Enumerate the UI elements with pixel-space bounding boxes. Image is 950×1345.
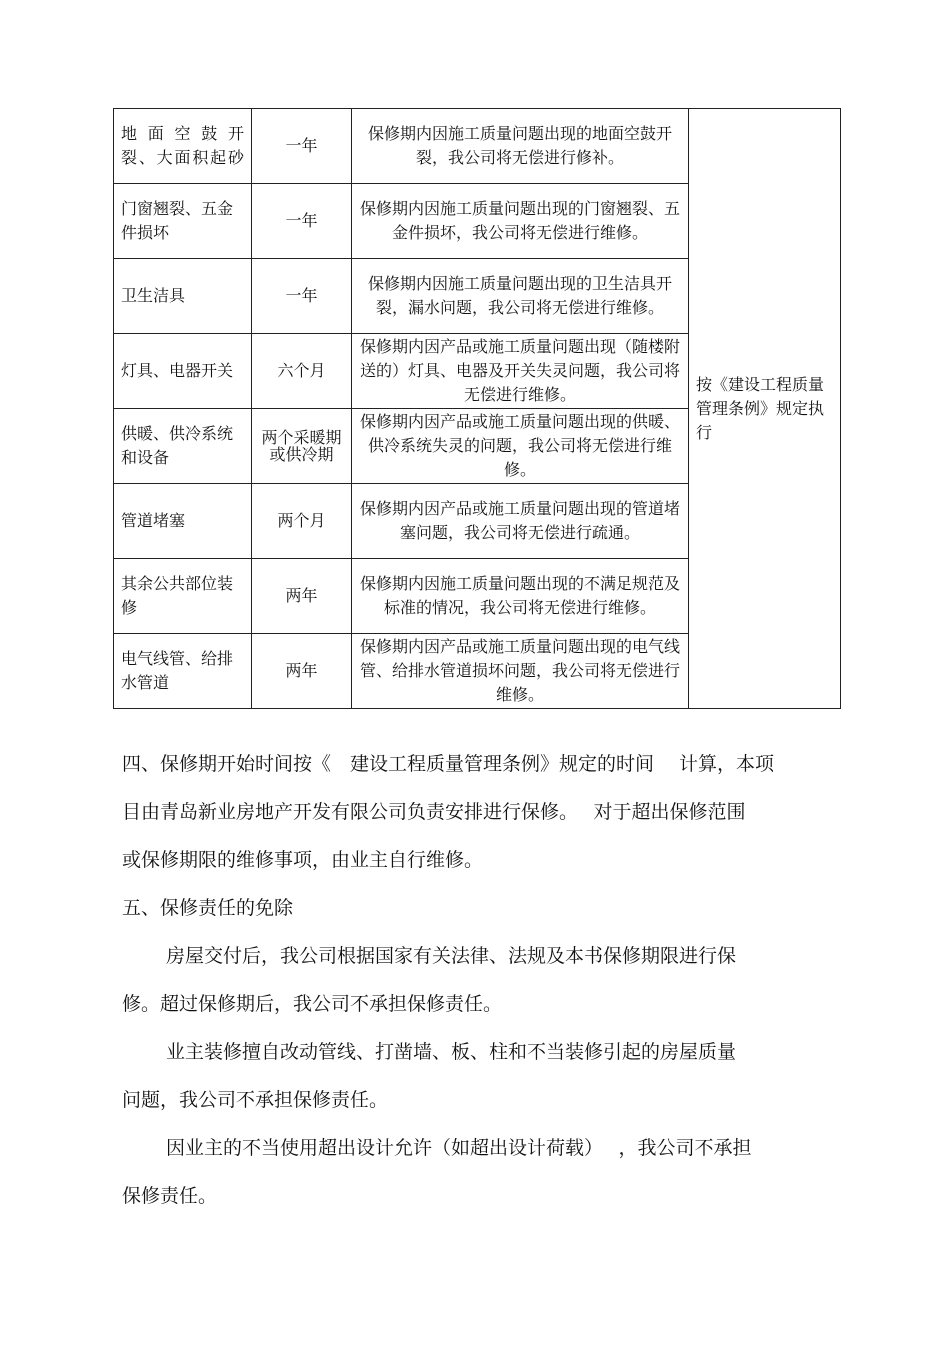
description-cell: 保修期内因施工质量问题出现的门窗翘裂、五金件损坏，我公司将无偿进行维修。 (352, 184, 689, 259)
item-cell: 地 面 空 鼓 开裂、大面积起砂 (114, 109, 252, 184)
period-cell: 两年 (252, 559, 352, 634)
section-heading: 五、保修责任的免除 (122, 897, 294, 919)
table-row (114, 109, 841, 184)
paragraph-line: 业主装修擅自改动管线、打凿墙、板、柱和不当装修引起的房屋质量 (166, 1041, 737, 1063)
paragraph-line: 房屋交付后，我公司根据国家有关法律、法规及本书保修期限进行保 (166, 945, 737, 967)
item-cell: 电气线管、给排水管道 (114, 634, 252, 709)
paragraph-line: 保修责任。 (122, 1185, 218, 1207)
item-cell: 卫生洁具 (114, 259, 252, 334)
period-cell: 两年 (252, 634, 352, 709)
item-cell: 供暖、供冷系统和设备 (114, 409, 252, 484)
item-cell: 其余公共部位装修 (114, 559, 252, 634)
body-text (122, 740, 834, 1220)
description-cell: 保修期内因施工质量问题出现的不满足规范及标准的情况，我公司将无偿进行维修。 (352, 559, 689, 634)
warranty-table (113, 108, 841, 709)
paragraph-line: 因业主的不当使用超出设计允许（如超出设计荷载） ，我公司不承担 (166, 1137, 752, 1159)
period-cell: 一年 (252, 184, 352, 259)
period-cell: 一年 (252, 259, 352, 334)
paragraph-line: 目由青岛新业房地产开发有限公司负责安排进行保修。 对于超出保修范围 (122, 801, 746, 823)
paragraph-line: 或保修期限的维修事项，由业主自行维修。 (122, 849, 484, 871)
description-cell: 保修期内因施工质量问题出现的卫生洁具开裂，漏水问题，我公司将无偿进行维修。 (352, 259, 689, 334)
paragraph-line: 四、保修期开始时间按《 建设工程质量管理条例》规定的时间 计算，本项 (122, 753, 775, 775)
paragraph-line: 修。超过保修期后，我公司不承担保修责任。 (122, 993, 503, 1015)
rule-note-cell: 按《建设工程质量管理条例》规定执行 (689, 109, 841, 709)
paragraph-line: 问题，我公司不承担保修责任。 (122, 1089, 389, 1111)
period-cell: 两个月 (252, 484, 352, 559)
period-cell: 六个月 (252, 334, 352, 409)
item-cell: 管道堵塞 (114, 484, 252, 559)
item-cell: 灯具、电器开关 (114, 334, 252, 409)
period-cell: 两个采暖期或供冷期 (252, 409, 352, 484)
description-cell: 保修期内因产品或施工质量问题出现的供暖、供冷系统失灵的问题，我公司将无偿进行维修。 (352, 409, 689, 484)
period-cell: 一年 (252, 109, 352, 184)
item-cell: 门窗翘裂、五金件损坏 (114, 184, 252, 259)
description-cell: 保修期内因产品或施工质量问题出现（随楼附送的）灯具、电器及开关失灵问题，我公司将无偿进行维修。 (352, 334, 689, 409)
description-cell: 保修期内因施工质量问题出现的地面空鼓开裂，我公司将无偿进行修补。 (352, 109, 689, 184)
description-cell: 保修期内因产品或施工质量问题出现的管道堵塞问题，我公司将无偿进行疏通。 (352, 484, 689, 559)
description-cell: 保修期内因产品或施工质量问题出现的电气线管、给排水管道损坏问题，我公司将无偿进行维修。 (352, 634, 689, 709)
